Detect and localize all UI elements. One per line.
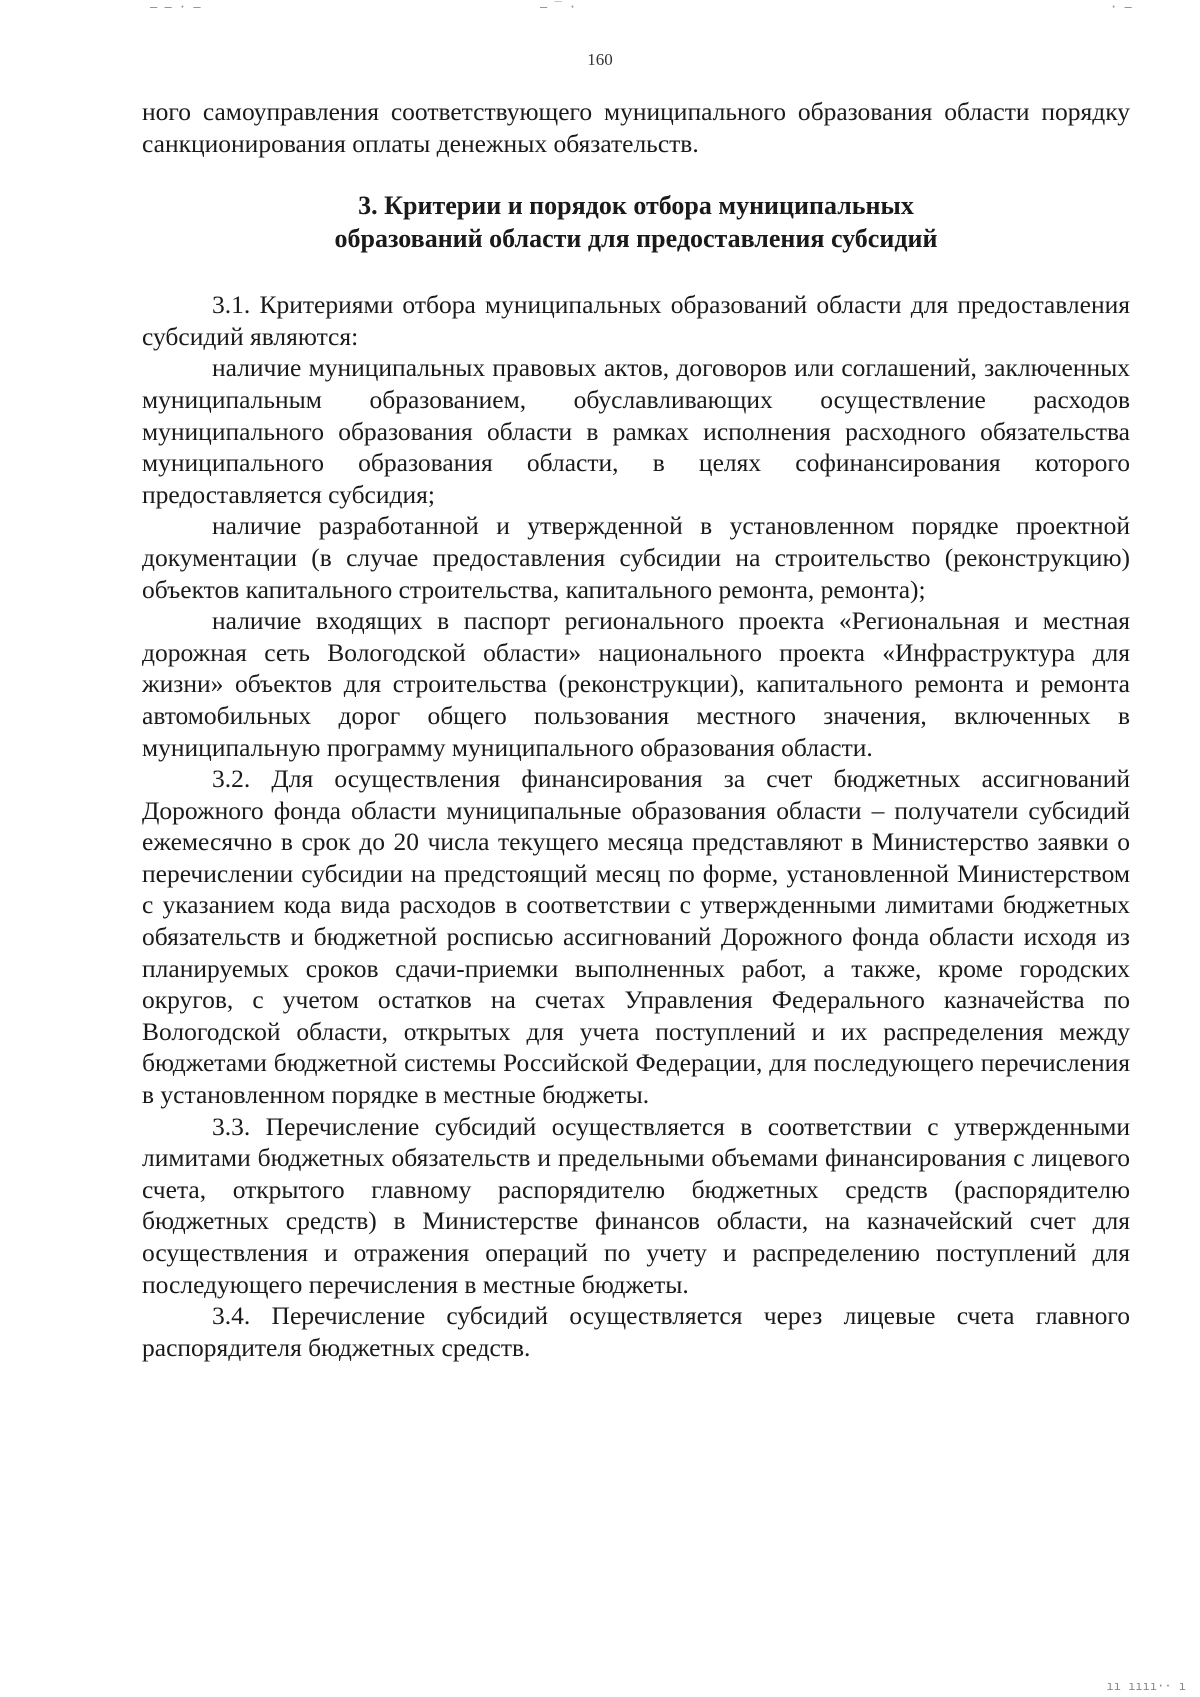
criterion-legal-acts: наличие муниципальных правовых актов, договоров или соглашений, заключенных муниципальным образованием, обуславливающих осуществление расходов муниципального образования области в рамках исполнения расходного обязательства муниципального образования области, в целях софинансирования которого предоставляется субсидия; <box>142 353 1130 509</box>
scan-artifact: – – · – <box>150 0 201 14</box>
section-heading-line-1: 3. Критерии и порядок отбора муниципальных <box>358 191 914 221</box>
document-body <box>142 96 1130 1363</box>
scan-artifact: – ‾ · <box>540 0 577 14</box>
section-heading <box>142 189 1130 255</box>
section-heading-line-2: образований области для предоставления субсидий <box>334 224 938 254</box>
paragraph-3-3: 3.3. Перечисление субсидий осуществляется в соответствии с утвержденными лимитами бюджетных обязательств и предельными объемами финансирования с лицевого счета, открытого главному распорядителю бюджетных средств (распорядителю бюджетных средств) в Министерстве финансов области, на казначейский счет для осуществления и отражения операций по учету и распределению поступлений для последующего перечисления в местные бюджеты. <box>142 1111 1130 1299</box>
scan-artifact: · – <box>1110 0 1132 14</box>
paragraph-3-1: 3.1. Критериями отбора муниципальных образований области для предоставления субсидий являются: <box>142 290 1130 351</box>
intro-paragraph: ного самоуправления соответствующего муниципального образования области порядку санкционирования оплаты денежных обязательств. <box>142 97 1130 158</box>
paragraph-3-2: 3.2. Для осуществления финансирования за счет бюджетных ассигнований Дорожного фонда области муниципальные образования области – получатели субсидий ежемесячно в срок до 20 числа текущего месяца представляют в Министерство заявки о перечислении субсидии на предстоящий месяц по форме, установленной Министерством с указанием кода вида расходов в соответствии с утвержденными лимитами бюджетных обязательств и бюджетной росписью ассигнований Дорожного фонда области исходя из планируемых сроков сдачи-приемки выполненных работ, а также, кроме городских округов, с учетом остатков на счетах Управления Федерального казначейства по Вологодской области, открытых для учета поступлений и их распределения между бюджетами бюджетной системы Российской Федерации, для последующего перечисления в установленном порядке в местные бюджеты. <box>142 764 1130 1110</box>
paragraph-3-4: 3.4. Перечисление субсидий осуществляется через лицевые счета главного распорядителя бюджетных средств. <box>142 1301 1130 1362</box>
page-number: 160 <box>587 50 613 69</box>
criterion-regional-project: наличие входящих в паспорт регионального проекта «Региональная и местная дорожная сеть Вологодской области» национального проекта «Инфраструктура для жизни» объектов для строительства (реконструкции), капитального ремонта и ремонта автомобильных дорог общего пользования местного значения, включенных в муниципальную программу муниципального образования области. <box>142 606 1130 762</box>
criterion-project-documentation: наличие разработанной и утвержденной в установленном порядке проектной документации (в случае предоставления субсидии на строительство (реконструкцию) объектов капитального строительства, капитального ремонта, ремонта); <box>142 511 1130 604</box>
scan-artifact: ıı ıııı·· ı <box>1106 1679 1186 1693</box>
